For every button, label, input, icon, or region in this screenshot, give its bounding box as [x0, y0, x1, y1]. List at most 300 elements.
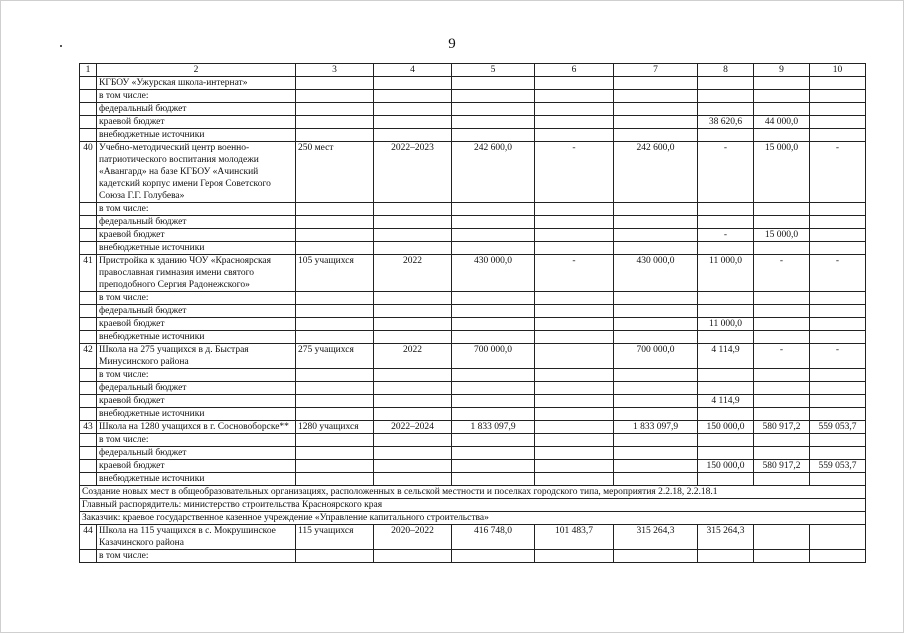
cost-total [452, 203, 535, 216]
amount-2023 [754, 318, 810, 331]
capacity [296, 90, 374, 103]
remaining-cost: 700 000,0 [614, 344, 698, 369]
period [374, 550, 452, 563]
spent-before [535, 382, 614, 395]
sub-row [80, 369, 866, 382]
amount-2023 [754, 242, 810, 255]
object-row [80, 344, 866, 369]
amount-2023 [754, 550, 810, 563]
period [374, 408, 452, 421]
cost-total [452, 382, 535, 395]
amount-2023 [754, 408, 810, 421]
spent-before [535, 460, 614, 473]
amount-2024 [810, 408, 866, 421]
remaining-cost [614, 203, 698, 216]
row-number: 42 [80, 344, 97, 369]
amount-2023: - [754, 344, 810, 369]
amount-2024 [810, 318, 866, 331]
column-number-row [80, 64, 866, 77]
period [374, 216, 452, 229]
capacity [296, 447, 374, 460]
remaining-cost [614, 129, 698, 142]
amount-2022: 11 000,0 [698, 255, 754, 292]
amount-2024 [810, 382, 866, 395]
remaining-cost [614, 242, 698, 255]
amount-2023: - [754, 255, 810, 292]
spent-before [535, 369, 614, 382]
remaining-cost [614, 116, 698, 129]
cost-total [452, 331, 535, 344]
cost-total [452, 242, 535, 255]
cost-total [452, 116, 535, 129]
capacity [296, 242, 374, 255]
cost-total [452, 318, 535, 331]
remaining-cost [614, 229, 698, 242]
page-number: 9 [448, 36, 456, 52]
col-header: 8 [698, 64, 754, 77]
period [374, 203, 452, 216]
amount-2022: - [698, 229, 754, 242]
sub-row [80, 434, 866, 447]
cost-total: 700 000,0 [452, 344, 535, 369]
cost-total [452, 550, 535, 563]
sub-row [80, 203, 866, 216]
amount-2022 [698, 434, 754, 447]
period [374, 90, 452, 103]
capacity [296, 331, 374, 344]
period [374, 77, 452, 90]
amount-2023 [754, 382, 810, 395]
object-name: внебюджетные источники [97, 331, 296, 344]
cost-total [452, 473, 535, 486]
object-name: федеральный бюджет [97, 103, 296, 116]
amount-2022 [698, 90, 754, 103]
spent-before [535, 318, 614, 331]
period: 2022–2024 [374, 421, 452, 434]
sub-row [80, 216, 866, 229]
col-header: 1 [80, 64, 97, 77]
amount-2024 [810, 331, 866, 344]
object-name: краевой бюджет [97, 116, 296, 129]
row-number [80, 473, 97, 486]
remaining-cost [614, 369, 698, 382]
amount-2024: 559 053,7 [810, 460, 866, 473]
cost-total: 416 748,0 [452, 525, 535, 550]
remaining-cost [614, 473, 698, 486]
object-name: КГБОУ «Ужурская школа-интернат» [97, 77, 296, 90]
amount-2024: - [810, 255, 866, 292]
capacity [296, 318, 374, 331]
object-row [80, 421, 866, 434]
section-header-text: Создание новых мест в общеобразовательных организациях, расположенных в сельской местности и поселках городского типа, мероприятия 2.2.18, 2.2.18.1 [80, 486, 866, 499]
amount-2024 [810, 550, 866, 563]
object-name: в том числе: [97, 203, 296, 216]
amount-2022: 38 620,6 [698, 116, 754, 129]
amount-2022 [698, 129, 754, 142]
sub-row [80, 382, 866, 395]
period: 2022 [374, 344, 452, 369]
spent-before [535, 229, 614, 242]
amount-2024 [810, 116, 866, 129]
amount-2024 [810, 203, 866, 216]
object-name: федеральный бюджет [97, 216, 296, 229]
sub-row [80, 292, 866, 305]
capacity [296, 77, 374, 90]
spent-before [535, 550, 614, 563]
period [374, 292, 452, 305]
row-number [80, 447, 97, 460]
budget-table [79, 63, 866, 563]
cost-total [452, 369, 535, 382]
object-name: федеральный бюджет [97, 447, 296, 460]
capacity [296, 460, 374, 473]
period: 2022–2023 [374, 142, 452, 203]
row-number: 44 [80, 525, 97, 550]
row-number [80, 77, 97, 90]
cost-total [452, 305, 535, 318]
remaining-cost [614, 318, 698, 331]
object-name: внебюджетные источники [97, 129, 296, 142]
row-number [80, 460, 97, 473]
amount-2024 [810, 129, 866, 142]
row-number [80, 434, 97, 447]
amount-2023 [754, 129, 810, 142]
spent-before [535, 242, 614, 255]
col-header: 10 [810, 64, 866, 77]
sub-row [80, 460, 866, 473]
row-number [80, 129, 97, 142]
row-number [80, 550, 97, 563]
capacity: 115 учащихся [296, 525, 374, 550]
amount-2022 [698, 473, 754, 486]
amount-2022: 150 000,0 [698, 460, 754, 473]
amount-2023 [754, 216, 810, 229]
amount-2022: 315 264,3 [698, 525, 754, 550]
row-number [80, 408, 97, 421]
spent-before [535, 203, 614, 216]
amount-2023: 15 000,0 [754, 229, 810, 242]
amount-2024 [810, 434, 866, 447]
period [374, 369, 452, 382]
capacity [296, 395, 374, 408]
remaining-cost: 430 000,0 [614, 255, 698, 292]
capacity: 105 учащихся [296, 255, 374, 292]
spent-before [535, 473, 614, 486]
object-name: в том числе: [97, 369, 296, 382]
spent-before [535, 344, 614, 369]
period [374, 116, 452, 129]
remaining-cost [614, 103, 698, 116]
amount-2022 [698, 382, 754, 395]
cost-total: 242 600,0 [452, 142, 535, 203]
spent-before [535, 116, 614, 129]
sub-row [80, 408, 866, 421]
row-number [80, 216, 97, 229]
capacity: 250 мест [296, 142, 374, 203]
cost-total [452, 447, 535, 460]
spent-before [535, 216, 614, 229]
col-header: 6 [535, 64, 614, 77]
section-header-row [80, 512, 866, 525]
remaining-cost [614, 395, 698, 408]
amount-2023 [754, 395, 810, 408]
section-header-text: Главный распорядитель: министерство строительства Красноярского края [80, 499, 866, 512]
capacity [296, 216, 374, 229]
row-number [80, 331, 97, 344]
sub-row [80, 305, 866, 318]
row-number [80, 292, 97, 305]
object-name: краевой бюджет [97, 460, 296, 473]
amount-2022: - [698, 142, 754, 203]
remaining-cost [614, 331, 698, 344]
spent-before [535, 90, 614, 103]
capacity [296, 229, 374, 242]
amount-2023: 44 000,0 [754, 116, 810, 129]
spent-before [535, 292, 614, 305]
amount-2023 [754, 305, 810, 318]
amount-2022 [698, 77, 754, 90]
object-name: краевой бюджет [97, 318, 296, 331]
amount-2023: 580 917,2 [754, 421, 810, 434]
amount-2024 [810, 473, 866, 486]
capacity: 275 учащихся [296, 344, 374, 369]
sub-row [80, 242, 866, 255]
spent-before [535, 103, 614, 116]
amount-2023 [754, 103, 810, 116]
period [374, 395, 452, 408]
sub-row [80, 473, 866, 486]
remaining-cost [614, 90, 698, 103]
cost-total [452, 77, 535, 90]
col-header: 2 [97, 64, 296, 77]
spent-before [535, 129, 614, 142]
sub-row [80, 90, 866, 103]
amount-2023 [754, 434, 810, 447]
row-number: 41 [80, 255, 97, 292]
row-number [80, 229, 97, 242]
cost-total: 430 000,0 [452, 255, 535, 292]
remaining-cost [614, 77, 698, 90]
amount-2022: 11 000,0 [698, 318, 754, 331]
amount-2024 [810, 305, 866, 318]
amount-2024 [810, 242, 866, 255]
period [374, 129, 452, 142]
amount-2022 [698, 203, 754, 216]
cost-total [452, 460, 535, 473]
period [374, 447, 452, 460]
amount-2023 [754, 331, 810, 344]
remaining-cost: 242 600,0 [614, 142, 698, 203]
amount-2023 [754, 77, 810, 90]
sub-row [80, 395, 866, 408]
col-header: 3 [296, 64, 374, 77]
remaining-cost [614, 460, 698, 473]
amount-2023 [754, 90, 810, 103]
sub-row [80, 116, 866, 129]
period [374, 229, 452, 242]
capacity [296, 408, 374, 421]
row-number: 40 [80, 142, 97, 203]
amount-2022 [698, 331, 754, 344]
period [374, 434, 452, 447]
cost-total [452, 103, 535, 116]
amount-2023 [754, 203, 810, 216]
remaining-cost [614, 408, 698, 421]
amount-2022 [698, 305, 754, 318]
spent-before: - [535, 142, 614, 203]
capacity [296, 473, 374, 486]
remaining-cost [614, 292, 698, 305]
amount-2023: 15 000,0 [754, 142, 810, 203]
spent-before: 101 483,7 [535, 525, 614, 550]
amount-2023 [754, 447, 810, 460]
period [374, 305, 452, 318]
object-name: в том числе: [97, 550, 296, 563]
amount-2022 [698, 550, 754, 563]
cost-total [452, 395, 535, 408]
amount-2024 [810, 216, 866, 229]
section-header-text: Заказчик: краевое государственное казенное учреждение «Управление капитального строительства» [80, 512, 866, 525]
amount-2024: 559 053,7 [810, 421, 866, 434]
remaining-cost [614, 447, 698, 460]
amount-2023 [754, 473, 810, 486]
capacity [296, 382, 374, 395]
amount-2022: 150 000,0 [698, 421, 754, 434]
period [374, 473, 452, 486]
row-number [80, 90, 97, 103]
period [374, 318, 452, 331]
spent-before [535, 77, 614, 90]
amount-2024 [810, 229, 866, 242]
object-name: внебюджетные источники [97, 473, 296, 486]
amount-2024 [810, 447, 866, 460]
object-name: в том числе: [97, 90, 296, 103]
object-name: федеральный бюджет [97, 305, 296, 318]
amount-2022: 4 114,9 [698, 395, 754, 408]
cost-total [452, 216, 535, 229]
amount-2024 [810, 369, 866, 382]
cost-total [452, 90, 535, 103]
spent-before [535, 421, 614, 434]
period [374, 331, 452, 344]
remaining-cost [614, 550, 698, 563]
sub-row [80, 103, 866, 116]
sub-row [80, 229, 866, 242]
period [374, 242, 452, 255]
spent-before [535, 395, 614, 408]
object-name: краевой бюджет [97, 395, 296, 408]
object-row [80, 142, 866, 203]
object-name: краевой бюджет [97, 229, 296, 242]
capacity [296, 116, 374, 129]
amount-2022 [698, 447, 754, 460]
col-header: 7 [614, 64, 698, 77]
amount-2022 [698, 369, 754, 382]
object-name: внебюджетные источники [97, 408, 296, 421]
period: 2020–2022 [374, 525, 452, 550]
capacity [296, 203, 374, 216]
object-name: внебюджетные источники [97, 242, 296, 255]
remaining-cost: 1 833 097,9 [614, 421, 698, 434]
amount-2024 [810, 103, 866, 116]
amount-2024 [810, 525, 866, 550]
amount-2024: - [810, 344, 866, 369]
amount-2024 [810, 90, 866, 103]
spent-before [535, 331, 614, 344]
row-number [80, 395, 97, 408]
object-name: Пристройка к зданию ЧОУ «Красноярская православная гимназия имени святого преподобного Сергия Радонежского» [97, 255, 296, 292]
sub-row [80, 318, 866, 331]
capacity [296, 103, 374, 116]
cost-total [452, 408, 535, 421]
remaining-cost [614, 216, 698, 229]
remaining-cost [614, 305, 698, 318]
spent-before: - [535, 255, 614, 292]
cost-total [452, 292, 535, 305]
spent-before [535, 305, 614, 318]
capacity: 1280 учащихся [296, 421, 374, 434]
row-number [80, 203, 97, 216]
amount-2023 [754, 292, 810, 305]
capacity [296, 129, 374, 142]
sub-row [80, 550, 866, 563]
col-header: 9 [754, 64, 810, 77]
object-name: Учебно-методический центр военно-патриотического воспитания молодежи «Авангард» на базе КГБОУ «Ачинский кадетский корпус имени Героя Советского Союза Г.Г. Голубева» [97, 142, 296, 203]
cost-total: 1 833 097,9 [452, 421, 535, 434]
row-number: 43 [80, 421, 97, 434]
capacity [296, 305, 374, 318]
row-number [80, 116, 97, 129]
amount-2024 [810, 292, 866, 305]
row-number [80, 305, 97, 318]
spent-before [535, 408, 614, 421]
capacity [296, 434, 374, 447]
amount-2023 [754, 525, 810, 550]
amount-2023: 580 917,2 [754, 460, 810, 473]
col-header: 5 [452, 64, 535, 77]
object-name: Школа на 115 учащихся в с. Мокрушинское Казачинского района [97, 525, 296, 550]
amount-2022 [698, 216, 754, 229]
table-body [80, 77, 866, 563]
cost-total [452, 434, 535, 447]
amount-2024 [810, 395, 866, 408]
period [374, 460, 452, 473]
section-header-row [80, 486, 866, 499]
period: 2022 [374, 255, 452, 292]
remaining-cost [614, 382, 698, 395]
period [374, 382, 452, 395]
object-name: в том числе: [97, 434, 296, 447]
capacity [296, 550, 374, 563]
cost-total [452, 229, 535, 242]
amount-2022 [698, 103, 754, 116]
object-row [80, 255, 866, 292]
amount-2022 [698, 408, 754, 421]
sub-row [80, 129, 866, 142]
spent-before [535, 434, 614, 447]
capacity [296, 292, 374, 305]
object-name: в том числе: [97, 292, 296, 305]
cost-total [452, 129, 535, 142]
amount-2022 [698, 292, 754, 305]
amount-2022: 4 114,9 [698, 344, 754, 369]
row-number [80, 382, 97, 395]
amount-2023 [754, 369, 810, 382]
capacity [296, 369, 374, 382]
spent-before [535, 447, 614, 460]
sub-row [80, 331, 866, 344]
row-number [80, 318, 97, 331]
